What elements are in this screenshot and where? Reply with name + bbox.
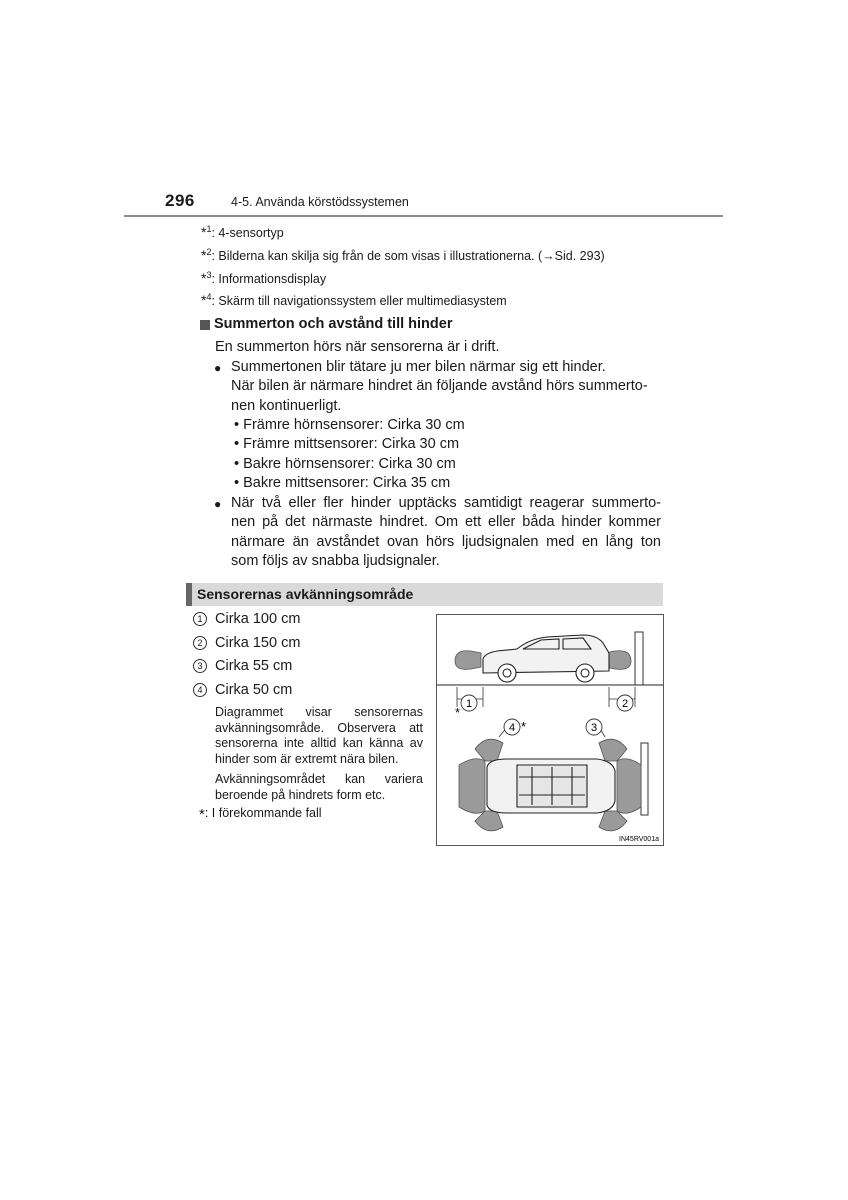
- sub-bullet-4: • Bakre mittsensorer: Cirka 35 cm: [234, 475, 451, 491]
- front-sensor-zone-side: [455, 651, 481, 670]
- bullet-dot-icon: ●: [214, 361, 222, 375]
- bullet2-line4: som följs av snabba ljudsignaler.: [231, 553, 440, 569]
- callout-4-label: 4: [508, 722, 516, 734]
- rear-corner-zone-bottom: [599, 811, 627, 831]
- footnote-4: *$^4$: Skärm till navigationssystem eller multimediasystem: [201, 292, 507, 308]
- detection-section-title: Sensorernas avkänningsområde: [197, 586, 414, 602]
- callout-star-4: *: [521, 719, 527, 734]
- callout-1-label: 1: [465, 698, 473, 710]
- sub-bullet-3: • Bakre hörnsensorer: Cirka 30 cm: [234, 456, 456, 472]
- bullet1-line1: Summertonen blir tätare ju mer bilen närmar sig ett hinder.: [231, 359, 606, 375]
- bullet-dot-icon: ●: [214, 497, 222, 511]
- car-side-view: [483, 635, 609, 682]
- rear-obstacle-wall-top: [641, 743, 648, 815]
- callout-star-top: *: [455, 705, 461, 720]
- callout-3-label: 3: [590, 722, 598, 734]
- footnote-1: *$^1$: 4-sensortyp: [201, 224, 284, 240]
- bullet2-line1: När två eller fler hinder upptäcks samtidigt reagerar summerto-: [231, 495, 661, 511]
- header-divider: [124, 215, 723, 217]
- diagram-note: Diagrammet visar sensorernas avkänningsområde. Observera att sensorerna inte alltid kan känna av hinder som är extremt nära bilen.: [215, 705, 423, 766]
- optional-note: *: I förekommande fall: [199, 806, 322, 823]
- variation-note: Avkänningsområdet kan variera beroende på hindrets form etc.: [215, 772, 423, 802]
- distance-item-1: 1 Cirka 100 cm: [193, 611, 300, 627]
- callout-2-label: 2: [621, 698, 629, 710]
- rear-obstacle-wall: [635, 632, 643, 685]
- section-band-marker: [186, 583, 192, 606]
- page-number: 296: [165, 191, 195, 210]
- bullet1-line2: När bilen är närmare hindret än följande avstånd hörs summerto-: [231, 378, 648, 394]
- distance-item-3: 3 Cirka 55 cm: [193, 658, 292, 674]
- front-corner-zone-top: [475, 739, 503, 761]
- bullet2-line3: närmare än avståndet ovan hörs ljudsignalen med en lång ton: [231, 534, 661, 550]
- buzzer-section-title: Summerton och avstånd till hinder: [214, 316, 453, 332]
- sub-bullet-2: • Främre mittsensorer: Cirka 30 cm: [234, 436, 460, 452]
- footnote-2: *$^2$: Bilderna kan skilja sig från de som visas i illustrationerna. (→Sid. 293): [201, 247, 605, 263]
- bullet2-line2: nen på det närmaste hindret. Om ett eller båda hinder kommer: [231, 514, 661, 530]
- car-top-view: [487, 759, 615, 813]
- bullet1-line3: nen kontinuerligt.: [231, 398, 342, 414]
- sensor-range-illustration: [436, 614, 664, 846]
- figure-code: IN45RV001a: [619, 836, 659, 843]
- distance-item-4: 4 Cirka 50 cm: [193, 682, 292, 698]
- sub-bullet-1: • Främre hörnsensorer: Cirka 30 cm: [234, 417, 465, 433]
- distance-item-2: 2 Cirka 150 cm: [193, 635, 300, 651]
- sensor-diagram-svg: [437, 615, 663, 845]
- buzzer-intro: En summerton hörs när sensorerna är i drift.: [215, 339, 500, 355]
- front-center-zone-top: [459, 759, 485, 814]
- rear-center-zone-top: [617, 759, 641, 814]
- section-header: 4-5. Använda körstödssystemen: [231, 195, 409, 209]
- footnote-3: *$^3$: Informationsdisplay: [201, 270, 327, 286]
- front-corner-zone-bottom: [475, 811, 503, 831]
- section-square-icon: [200, 320, 210, 330]
- rear-corner-zone-top: [599, 739, 627, 761]
